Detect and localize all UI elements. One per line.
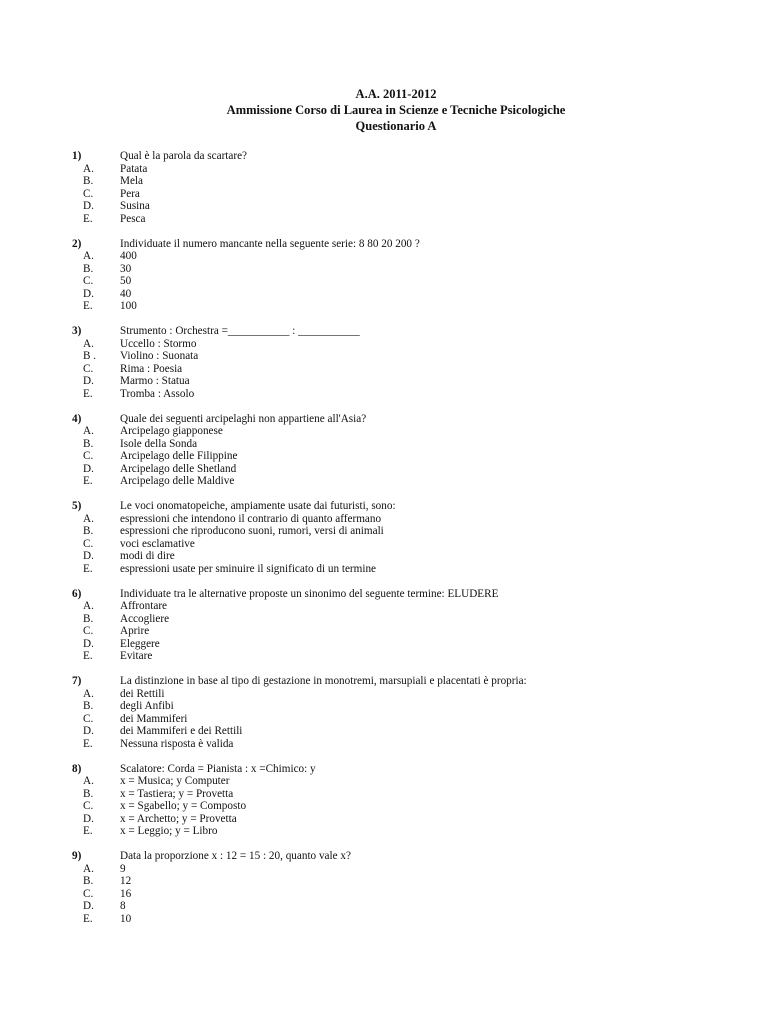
question-stem	[0, 850, 770, 863]
option-text: 40	[120, 287, 132, 300]
answer-option	[0, 475, 770, 488]
option-text: 12	[120, 875, 132, 888]
question-number: 1)	[72, 150, 82, 162]
option-letter: D.	[83, 200, 94, 213]
question-block	[0, 238, 770, 326]
question-stem	[0, 500, 770, 513]
option-letter: E.	[83, 650, 93, 663]
option-text: 100	[120, 300, 137, 313]
answer-option	[0, 700, 770, 713]
option-text: Tromba : Assolo	[120, 387, 195, 400]
questionnaire-title: Questionario A	[355, 119, 437, 133]
answer-option	[0, 388, 770, 401]
answer-option	[0, 263, 770, 276]
option-text: x = Tastiera; y = Provetta	[120, 787, 234, 800]
question-text: La distinzione in base al tipo di gestazione in monotremi, marsupiali e placentati è propria:	[120, 675, 527, 687]
option-letter: E.	[83, 212, 93, 225]
option-letter: A.	[83, 775, 94, 788]
answer-option	[0, 688, 770, 701]
question-block	[0, 500, 770, 588]
option-letter: B .	[83, 350, 97, 363]
option-text: 50	[120, 275, 132, 288]
option-letter: D.	[83, 812, 94, 825]
option-text: x = Archetto; y = Provetta	[120, 812, 237, 825]
answer-option	[0, 188, 770, 201]
question-number: 2)	[72, 237, 82, 250]
option-letter: D.	[83, 725, 94, 738]
option-text: espressioni che intendono il contrario di quanto affermano	[120, 512, 382, 525]
option-text: Pera	[120, 187, 140, 200]
option-letter: B.	[83, 525, 94, 538]
option-text: Eleggere	[120, 637, 160, 650]
answer-option	[0, 875, 770, 888]
option-letter: B.	[83, 612, 94, 625]
option-letter: D.	[83, 375, 94, 388]
question-number: 9)	[72, 850, 82, 862]
option-text: 9	[120, 862, 126, 875]
answer-option	[0, 538, 770, 551]
option-letter: D.	[83, 637, 94, 650]
question-block	[0, 588, 770, 676]
answer-option	[0, 163, 770, 176]
answer-option	[0, 725, 770, 738]
answer-option	[0, 888, 770, 901]
question-text: Strumento : Orchestra =___________ : ___________	[120, 325, 360, 337]
question-block	[0, 150, 770, 238]
answer-option	[0, 613, 770, 626]
option-text: dei Rettili	[120, 687, 165, 700]
question-text: Individuate tra le alternative proposte un sinonimo del seguente termine: ELUDERE	[120, 587, 499, 600]
question-number: 4)	[72, 412, 82, 425]
answer-option	[0, 338, 770, 351]
option-letter: A.	[83, 862, 94, 875]
option-letter: C.	[83, 887, 94, 900]
option-text: 30	[120, 262, 132, 275]
option-text: Mela	[120, 175, 143, 188]
option-letter: B.	[83, 787, 94, 800]
question-list	[0, 150, 770, 938]
option-text: Rima : Poesia	[120, 362, 183, 375]
option-text: degli Anfibi	[120, 700, 174, 713]
option-letter: A.	[83, 250, 94, 263]
answer-option	[0, 625, 770, 638]
option-text: 16	[120, 887, 132, 900]
option-letter: E.	[83, 825, 93, 838]
answer-option	[0, 788, 770, 801]
option-text: Susina	[120, 200, 150, 213]
option-letter: A.	[83, 600, 94, 613]
question-stem	[0, 675, 770, 688]
option-text: Aprire	[120, 625, 150, 638]
option-letter: B.	[83, 437, 94, 450]
answer-option	[0, 800, 770, 813]
question-stem	[0, 588, 770, 601]
option-letter: C.	[83, 800, 94, 813]
question-text: Le voci onomatopeiche, ampiamente usate dai futuristi, sono:	[120, 500, 396, 512]
answer-option	[0, 200, 770, 213]
option-text: Marmo : Statua	[120, 375, 190, 388]
option-text: Pesca	[120, 212, 146, 225]
option-letter: E.	[83, 562, 93, 575]
option-letter: B.	[83, 262, 94, 275]
option-text: Isole della Sonda	[120, 437, 198, 450]
option-text: Nessuna risposta è valida	[120, 737, 234, 750]
answer-option	[0, 213, 770, 226]
option-letter: E.	[83, 912, 93, 925]
option-letter: A.	[83, 162, 94, 175]
answer-option	[0, 813, 770, 826]
option-text: Patata	[120, 162, 148, 175]
answer-option	[0, 650, 770, 663]
option-letter: A.	[83, 687, 94, 700]
option-letter: C.	[83, 362, 94, 375]
option-text: 10	[120, 912, 132, 925]
question-number: 3)	[72, 325, 82, 337]
option-letter: B.	[83, 175, 94, 188]
option-letter: A.	[83, 425, 94, 438]
option-text: 8	[120, 900, 126, 913]
option-letter: C.	[83, 625, 94, 638]
question-stem	[0, 150, 770, 163]
answer-option	[0, 175, 770, 188]
option-letter: C.	[83, 275, 94, 288]
answer-option	[0, 300, 770, 313]
option-letter: E.	[83, 387, 93, 400]
question-number: 7)	[72, 675, 82, 687]
answer-option	[0, 513, 770, 526]
question-number: 5)	[72, 500, 82, 512]
answer-option	[0, 900, 770, 913]
answer-option	[0, 713, 770, 726]
question-block	[0, 675, 770, 763]
answer-option	[0, 375, 770, 388]
option-text: Arcipelago giapponese	[120, 425, 223, 438]
question-number: 8)	[72, 762, 82, 775]
answer-option	[0, 600, 770, 613]
question-block	[0, 850, 770, 938]
option-letter: B.	[83, 700, 94, 713]
option-text: espressioni che riproducono suoni, rumori, versi di animali	[120, 525, 384, 538]
option-letter: D.	[83, 900, 94, 913]
answer-option	[0, 913, 770, 926]
option-letter: A.	[83, 512, 94, 525]
option-text: Arcipelago delle Maldive	[120, 475, 235, 488]
option-text: Violino : Suonata	[120, 350, 199, 363]
answer-option	[0, 825, 770, 838]
question-number: 6)	[72, 587, 82, 600]
option-text: espressioni usate per sminuire il significato di un termine	[120, 562, 377, 575]
option-text: Accogliere	[120, 612, 170, 625]
option-letter: E.	[83, 300, 93, 313]
option-letter: E.	[83, 737, 93, 750]
answer-option	[0, 863, 770, 876]
answer-option	[0, 425, 770, 438]
question-block	[0, 763, 770, 851]
option-letter: D.	[83, 287, 94, 300]
option-text: x = Musica; y Computer	[120, 775, 230, 788]
option-text: dei Mammiferi	[120, 712, 188, 725]
question-text: Individuate il numero mancante nella seguente serie: 8 80 20 200 ?	[120, 237, 420, 250]
option-letter: C.	[83, 187, 94, 200]
option-text: Evitare	[120, 650, 153, 663]
option-text: Affrontare	[120, 600, 168, 613]
option-text: Arcipelago delle Filippine	[120, 450, 238, 463]
answer-option	[0, 363, 770, 376]
option-letter: B.	[83, 875, 94, 888]
question-text: Qual è la parola da scartare?	[120, 150, 248, 162]
option-text: Arcipelago delle Shetland	[120, 462, 237, 475]
document-header	[0, 86, 770, 134]
question-block	[0, 413, 770, 501]
answer-option	[0, 525, 770, 538]
answer-option	[0, 288, 770, 301]
option-text: voci esclamative	[120, 537, 195, 550]
answer-option	[0, 638, 770, 651]
answer-option	[0, 350, 770, 363]
option-letter: D.	[83, 462, 94, 475]
option-text: modi di dire	[120, 550, 175, 563]
option-text: x = Sgabello; y = Composto	[120, 800, 247, 813]
question-stem	[0, 413, 770, 426]
option-letter: D.	[83, 550, 94, 563]
answer-option	[0, 450, 770, 463]
answer-option	[0, 438, 770, 451]
answer-option	[0, 563, 770, 576]
course-title: Ammissione Corso di Laurea in Scienze e Tecniche Psicologiche	[226, 103, 566, 117]
question-stem	[0, 325, 770, 338]
option-letter: A.	[83, 337, 94, 350]
option-text: Uccello : Stormo	[120, 337, 197, 350]
option-letter: C.	[83, 537, 94, 550]
answer-option	[0, 738, 770, 751]
option-letter: C.	[83, 712, 94, 725]
answer-option	[0, 463, 770, 476]
option-text: dei Mammiferi e dei Rettili	[120, 725, 243, 738]
question-stem	[0, 238, 770, 251]
question-text: Quale dei seguenti arcipelaghi non appartiene all'Asia?	[120, 412, 367, 425]
question-block	[0, 325, 770, 413]
option-letter: C.	[83, 450, 94, 463]
question-stem	[0, 763, 770, 776]
option-text: x = Leggio; y = Libro	[120, 825, 218, 838]
answer-option	[0, 250, 770, 263]
option-text: 400	[120, 250, 137, 263]
answer-option	[0, 775, 770, 788]
academic-year: A.A. 2011-2012	[355, 87, 437, 101]
answer-option	[0, 550, 770, 563]
option-letter: E.	[83, 475, 93, 488]
question-text: Data la proporzione x : 12 = 15 : 20, quanto vale x?	[120, 850, 351, 862]
question-text: Scalatore: Corda = Pianista : x =Chimico: y	[120, 762, 316, 775]
answer-option	[0, 275, 770, 288]
